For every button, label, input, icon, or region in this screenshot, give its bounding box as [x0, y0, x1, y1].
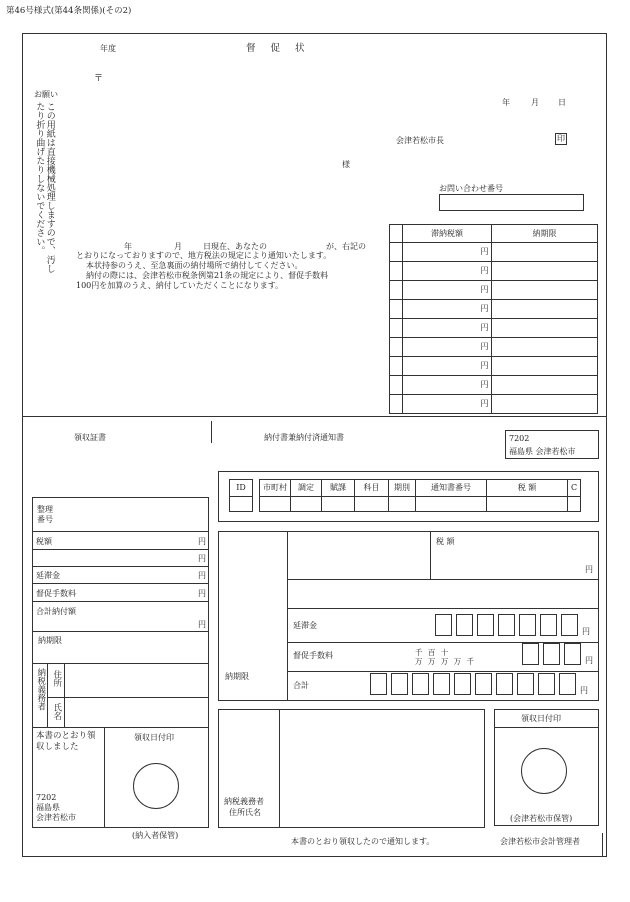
yen-unit: 円	[480, 266, 489, 276]
payment-notice-text: 本書のとおり領収したので通知します。	[291, 837, 435, 846]
rule	[32, 566, 209, 567]
rule	[32, 601, 209, 602]
payment-manager: 会津若松市会計管理者	[500, 837, 580, 846]
digit-box[interactable]	[475, 673, 492, 695]
id-header-fuka: 賦課	[322, 480, 355, 497]
due-date-cell[interactable]	[492, 243, 598, 262]
id-value-cell[interactable]	[322, 497, 355, 512]
receipt-tokusoku-label: 督促手数料	[36, 589, 76, 598]
digit-box[interactable]	[433, 673, 450, 695]
mayor-title: 会津若松市長	[396, 136, 444, 145]
digit-box[interactable]	[391, 673, 408, 695]
inquiry-number-field[interactable]	[439, 194, 584, 211]
postal-mark: 〒	[94, 74, 104, 84]
rule	[287, 608, 599, 609]
tax-amount-cell[interactable]	[403, 300, 492, 319]
receipt-title: 領収証書	[74, 433, 106, 442]
tax-amount-cell[interactable]	[403, 262, 492, 281]
rule	[602, 833, 603, 857]
body-line2: とおりになっておりますので、地方税法の規定により通知いたします。	[76, 251, 332, 260]
id-header-c: C	[568, 480, 581, 497]
payment-payer-label: 納税義務者	[224, 797, 264, 806]
payment-payer-sub: 住所氏名	[229, 808, 261, 817]
yen-unit: 円	[582, 627, 590, 636]
date-day: 日	[558, 98, 566, 107]
receipt-received-text: 本書のとおり領収しました	[36, 731, 96, 753]
delinquent-table	[389, 224, 598, 414]
payment-code: 7202	[509, 434, 530, 443]
yen-unit: 円	[585, 656, 593, 665]
row-index-cell	[390, 262, 403, 281]
payment-stamp-circle	[521, 748, 567, 794]
yen-unit: 円	[198, 554, 206, 563]
row-index-cell	[390, 281, 403, 300]
receipt-entai-label: 延滞金	[36, 571, 60, 580]
row-index-cell	[390, 376, 403, 395]
yen-unit: 円	[198, 571, 206, 580]
receipt-city: 会津若松市	[36, 813, 76, 822]
id-header-tax: 税 額	[487, 480, 568, 497]
digit-box[interactable]	[559, 673, 576, 695]
tax-amount-cell[interactable]	[403, 319, 492, 338]
header-due-date: 納期限	[492, 225, 598, 243]
receipt-address-label: 住所	[51, 670, 62, 687]
body-line1b: が、右記の	[326, 242, 366, 251]
tax-amount-cell[interactable]	[403, 395, 492, 414]
rule	[47, 697, 209, 698]
request-title: お願い	[34, 90, 58, 99]
digit-box[interactable]	[522, 643, 539, 665]
id-value-cell[interactable]	[260, 497, 291, 512]
id-value-cell[interactable]	[230, 497, 253, 512]
payment-address: 福島県 会津若松市	[509, 447, 576, 456]
yen-unit: 円	[580, 686, 588, 695]
digit-box[interactable]	[456, 614, 473, 636]
tax-amount-cell[interactable]	[403, 281, 492, 300]
body-line4: 納付の際には、会津若松市税条例第21条の規定により、督促手数料	[86, 271, 329, 280]
due-date-cell[interactable]	[492, 262, 598, 281]
rule	[32, 549, 209, 550]
payment-stamp-label: 領収日付印	[521, 714, 561, 723]
date-month: 月	[531, 98, 539, 107]
receipt-due-label: 納期限	[38, 636, 62, 645]
due-date-cell[interactable]	[492, 281, 598, 300]
body-line3: 本状持参のうえ、至急裏面の納付場所で納付してください。	[86, 261, 303, 270]
due-date-cell[interactable]	[492, 357, 598, 376]
yen-unit: 円	[480, 247, 489, 257]
receipt-code: 7202	[36, 793, 57, 802]
digit-box[interactable]	[477, 614, 494, 636]
due-date-cell[interactable]	[492, 395, 598, 414]
title-divider	[211, 421, 212, 443]
payment-due-label: 納期限	[225, 672, 249, 681]
rule	[279, 709, 280, 828]
honorific-sama: 様	[342, 160, 350, 169]
id-value-cell[interactable]	[389, 497, 416, 512]
body-month: 月	[174, 242, 182, 251]
receipt-tax-label: 税額	[36, 537, 52, 546]
rule	[287, 671, 599, 672]
digit-box[interactable]	[519, 614, 536, 636]
digit-box[interactable]	[543, 643, 560, 665]
digit-box[interactable]	[517, 673, 534, 695]
tax-amount-cell[interactable]	[403, 243, 492, 262]
rule	[32, 531, 209, 532]
row-index-cell	[390, 243, 403, 262]
id-value-cell[interactable]	[355, 497, 389, 512]
receipt-keep-label: (納入者保管)	[132, 831, 179, 840]
receipt-pref: 福島県	[36, 803, 60, 812]
seal-label: 印	[557, 134, 565, 143]
notice-title: 督 促 状	[246, 43, 311, 54]
yen-unit: 円	[480, 361, 489, 371]
digit-labels-top: 千 百 十	[415, 648, 449, 657]
row-index-cell	[390, 357, 403, 376]
seal-box	[555, 133, 567, 145]
id-gap	[253, 480, 260, 497]
rule	[64, 663, 65, 727]
yen-unit: 円	[480, 380, 489, 390]
yen-unit: 円	[585, 565, 593, 574]
digit-box[interactable]	[496, 673, 513, 695]
yen-unit: 円	[198, 589, 206, 598]
rule	[287, 531, 288, 701]
request-body: この用紙は直接機械処理しますので、汚したり折り曲げたりしないでください。	[34, 102, 55, 273]
rule	[494, 727, 599, 728]
receipt-stamp-label: 領収日付印	[134, 733, 174, 742]
row-index-cell	[390, 338, 403, 357]
id-value-cell[interactable]	[291, 497, 322, 512]
payment-entai-label: 延滞金	[293, 621, 317, 630]
id-header-table	[229, 479, 581, 512]
tax-amount-cell[interactable]	[403, 376, 492, 395]
digit-box[interactable]	[564, 643, 581, 665]
row-index-cell	[390, 300, 403, 319]
due-date-cell[interactable]	[492, 338, 598, 357]
payment-tax-label: 税 額	[436, 537, 455, 546]
digit-box[interactable]	[435, 614, 452, 636]
id-header-chotei: 調定	[291, 480, 322, 497]
body-line1: 日現在、あなたの	[203, 242, 267, 251]
digit-box[interactable]	[454, 673, 471, 695]
year-label: 年度	[100, 44, 116, 53]
tax-amount-cell[interactable]	[403, 338, 492, 357]
payment-title: 納付書兼納付済通知書	[264, 433, 344, 442]
yen-unit: 円	[480, 399, 489, 409]
id-value-cell[interactable]	[416, 497, 487, 512]
yen-unit: 円	[480, 323, 489, 333]
rule	[32, 583, 209, 584]
header-delinquent-tax: 滞納税額	[403, 225, 492, 243]
rule	[104, 727, 105, 828]
seiri-label: 整理番号	[37, 505, 53, 524]
id-gap	[253, 497, 260, 512]
id-value-cell[interactable]	[487, 497, 568, 512]
row-index-cell	[390, 319, 403, 338]
body-year: 年	[124, 242, 132, 251]
rule	[287, 579, 599, 580]
payment-tokusoku-label: 督促手数料	[293, 651, 333, 660]
digit-box[interactable]	[540, 614, 557, 636]
yen-unit: 円	[198, 537, 206, 546]
row-index-cell	[390, 395, 403, 414]
digit-box[interactable]	[538, 673, 555, 695]
receipt-payer-label: 納税義務者	[35, 668, 46, 711]
receipt-name-label: 氏名	[51, 703, 62, 720]
yen-unit: 円	[480, 285, 489, 295]
due-date-cell[interactable]	[492, 376, 598, 395]
rule	[47, 663, 48, 727]
digit-box[interactable]	[498, 614, 515, 636]
digit-labels-bottom: 万 万 万 万 千	[415, 657, 475, 666]
digit-box[interactable]	[561, 614, 578, 636]
date-year: 年	[502, 98, 510, 107]
rule	[430, 531, 431, 579]
inquiry-label: お問い合わせ番号	[439, 184, 503, 193]
digit-box[interactable]	[370, 673, 387, 695]
id-value-cell[interactable]	[568, 497, 581, 512]
row-index-cell	[390, 225, 403, 243]
payment-keep-label: (会津若松市保管)	[510, 814, 573, 823]
digit-box[interactable]	[412, 673, 429, 695]
rule	[32, 727, 209, 728]
tax-amount-cell[interactable]	[403, 357, 492, 376]
id-header-id: ID	[230, 480, 253, 497]
yen-unit: 円	[198, 620, 206, 629]
due-date-cell[interactable]	[492, 319, 598, 338]
yen-unit: 円	[480, 342, 489, 352]
yen-unit: 円	[480, 304, 489, 314]
id-header-notice-number: 通知書番号	[416, 480, 487, 497]
rule	[32, 631, 209, 632]
id-header-kamoku: 科目	[355, 480, 389, 497]
due-date-cell[interactable]	[492, 300, 598, 319]
payment-total-label: 合計	[293, 681, 309, 690]
section-divider	[22, 416, 607, 417]
id-header-kibetsu: 期別	[389, 480, 416, 497]
form-header: 第46号様式(第44条関係)(その2)	[6, 6, 132, 16]
receipt-total-label: 合計納付額	[36, 607, 76, 616]
receipt-stamp-circle	[133, 763, 179, 809]
rule	[32, 663, 209, 664]
body-line5: 100円を加算のうえ、納付していただくことになります。	[76, 281, 284, 290]
id-header-city: 市町村	[260, 480, 291, 497]
payment-code-box	[505, 430, 599, 459]
